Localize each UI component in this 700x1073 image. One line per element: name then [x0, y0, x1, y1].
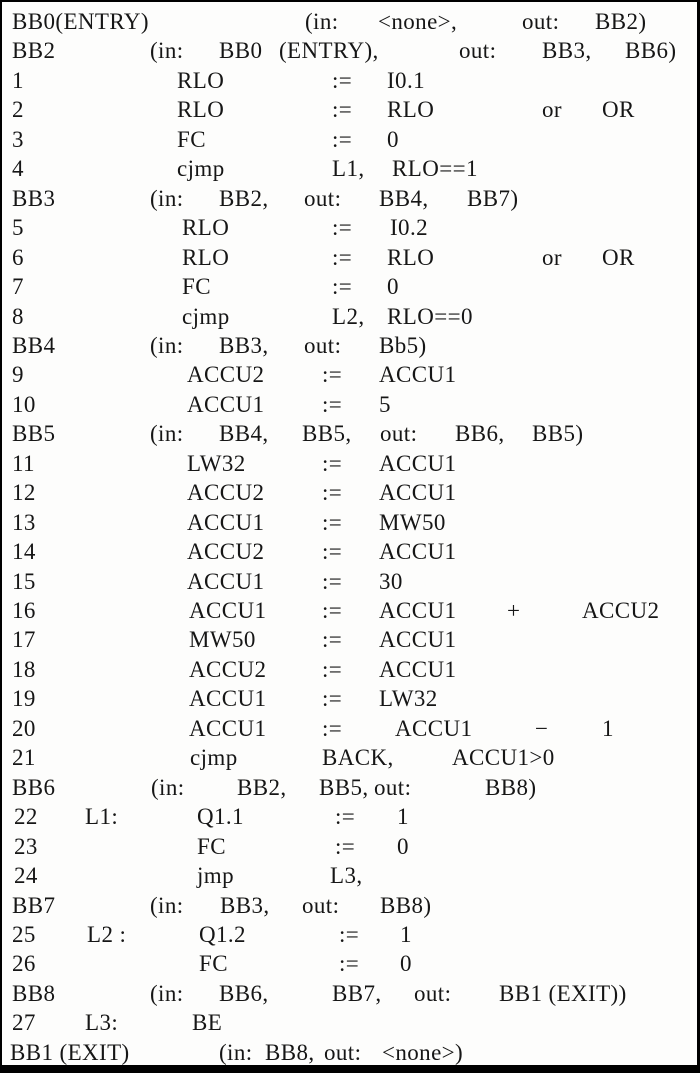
bb-header-line — [2, 332, 697, 362]
token: ACCU1 — [187, 568, 265, 594]
token: 10 — [12, 391, 36, 417]
token: := — [322, 627, 343, 653]
token: 0 — [387, 274, 399, 300]
token: BB5) — [532, 421, 584, 447]
token: BB0(ENTRY) — [12, 9, 149, 34]
token: := — [322, 509, 343, 535]
token: BB6, — [219, 980, 269, 1006]
token: ACCU1 — [379, 480, 457, 506]
token: := — [332, 97, 353, 123]
token: 1 — [400, 921, 412, 947]
instruction-line — [2, 391, 697, 421]
token: 25 — [12, 921, 36, 947]
token: 20 — [12, 715, 36, 741]
token: := — [332, 274, 353, 300]
instruction-line — [2, 833, 697, 863]
token: 8 — [12, 303, 24, 329]
token: BB3 — [12, 185, 56, 211]
bb-header-line — [2, 774, 697, 804]
token: BB7 — [12, 892, 56, 918]
token: := — [322, 598, 343, 623]
instruction-line — [2, 862, 697, 892]
token: 0 — [387, 126, 399, 152]
token: BB1 (EXIT) — [10, 1039, 130, 1065]
token: RLO — [387, 244, 435, 270]
token: cjmp — [182, 303, 230, 329]
token: ACCU1 — [379, 627, 457, 653]
token: 5 — [12, 215, 24, 241]
token: BB5, — [302, 421, 352, 447]
token: := — [322, 391, 343, 417]
token: 21 — [12, 745, 36, 771]
token: I0.2 — [390, 215, 429, 241]
token: BB7) — [467, 185, 519, 211]
token: FC — [197, 833, 226, 859]
token: MW50 — [189, 627, 256, 653]
token: BB5 — [12, 421, 56, 447]
token: 12 — [12, 480, 36, 506]
token: cjmp — [190, 745, 238, 771]
bb-header-line — [2, 8, 697, 38]
token: ACCU2 — [189, 656, 267, 682]
token: BB3, — [220, 892, 270, 918]
token: BB7, — [332, 980, 382, 1006]
token: ACCU2 — [187, 480, 265, 506]
instruction-line — [2, 96, 697, 126]
instruction-line — [2, 450, 697, 480]
token: 7 — [12, 274, 24, 300]
token: 24 — [14, 863, 38, 889]
token: BB4, — [379, 185, 429, 211]
instruction-line — [2, 715, 697, 745]
token: L1, — [332, 156, 365, 182]
instruction-line — [2, 244, 697, 274]
token: ACCU1 — [189, 715, 267, 741]
token: 26 — [12, 951, 36, 977]
token: BB3, — [542, 38, 592, 64]
token: out: — [304, 185, 342, 211]
token: RLO==0 — [387, 303, 473, 329]
token: + — [507, 598, 521, 623]
token: (in: — [219, 1039, 253, 1065]
bb-header-line — [2, 185, 697, 215]
token: LW32 — [187, 450, 246, 476]
token: 4 — [12, 156, 24, 182]
token: ACCU1 — [189, 598, 267, 623]
instruction-line — [2, 303, 697, 333]
token: BB3, — [219, 332, 269, 358]
token: ACCU2 — [187, 362, 265, 388]
token: FC — [177, 126, 206, 152]
token: 0 — [397, 833, 409, 859]
token: := — [332, 215, 353, 241]
token: := — [322, 568, 343, 594]
token: or — [542, 97, 562, 123]
token: := — [339, 921, 360, 947]
token: (in: — [150, 892, 184, 918]
token: RLO — [182, 215, 230, 241]
token: 5 — [379, 391, 391, 417]
token: L2 : — [87, 921, 127, 947]
token: := — [322, 480, 343, 506]
token: 16 — [12, 598, 36, 623]
token: ACCU1 — [189, 686, 267, 712]
token: out: — [522, 9, 560, 34]
token: 6 — [12, 244, 24, 270]
token: ACCU1 — [379, 362, 457, 388]
token: LW32 — [379, 686, 438, 712]
token: 23 — [14, 833, 38, 859]
token: BACK, — [322, 745, 394, 771]
token: BB4 — [12, 332, 56, 358]
token: ACCU1>0 — [452, 745, 555, 771]
token: 11 — [12, 450, 35, 476]
token: 1 — [12, 67, 24, 93]
token: (ENTRY), — [279, 38, 379, 64]
bb-header-line — [2, 980, 697, 1010]
token: ACCU1 — [379, 539, 457, 565]
token: ACCU1 — [187, 391, 265, 417]
token: BB8) — [485, 774, 537, 800]
token: (in: — [305, 9, 339, 34]
instruction-line — [2, 67, 697, 97]
instruction-line — [2, 273, 697, 303]
token: 22 — [14, 804, 38, 830]
token: ACCU1 — [379, 656, 457, 682]
token: <none>, — [378, 9, 458, 34]
token: 3 — [12, 126, 24, 152]
token: 18 — [12, 656, 36, 682]
token: := — [335, 833, 356, 859]
token: := — [322, 539, 343, 565]
instruction-line — [2, 214, 697, 244]
token: ACCU2 — [582, 598, 660, 623]
token: out: — [302, 892, 340, 918]
instruction-line — [2, 597, 697, 627]
token: jmp — [197, 863, 234, 889]
instruction-line — [2, 921, 697, 951]
token: 27 — [12, 1010, 36, 1036]
token: BB2, — [219, 185, 269, 211]
bb-header-line — [2, 37, 697, 67]
token: := — [322, 656, 343, 682]
token: 2 — [12, 97, 24, 123]
token: (in: — [150, 332, 184, 358]
token: I0.1 — [387, 67, 426, 93]
token: BB8 — [12, 980, 56, 1006]
token: BB4, — [219, 421, 269, 447]
token: BB6) — [625, 38, 677, 64]
token: 15 — [12, 568, 36, 594]
instruction-line — [2, 626, 697, 656]
token: := — [322, 686, 343, 712]
token: BB1 (EXIT)) — [499, 980, 627, 1006]
token: ACCU1 — [379, 450, 457, 476]
token: BB5, — [319, 774, 369, 800]
token: out: — [459, 38, 497, 64]
token: or — [542, 244, 562, 270]
token: BB6 — [12, 774, 56, 800]
token: 30 — [379, 568, 403, 594]
token: := — [335, 804, 356, 830]
token: BB2, — [237, 774, 287, 800]
token: ACCU1 — [379, 598, 457, 623]
token: := — [322, 362, 343, 388]
token: MW50 — [379, 509, 446, 535]
token: OR — [602, 97, 635, 123]
token: BB2) — [595, 9, 647, 34]
token: (in: — [150, 421, 184, 447]
token: 17 — [12, 627, 36, 653]
token: 19 — [12, 686, 36, 712]
token: (in: — [150, 185, 184, 211]
bb-header-line — [2, 420, 697, 450]
token: L1: — [85, 804, 119, 830]
token: (in: — [150, 38, 184, 64]
instruction-line — [2, 744, 697, 774]
token: 1 — [602, 715, 614, 741]
token: OR — [602, 244, 635, 270]
instruction-line — [2, 1009, 697, 1039]
token: := — [322, 715, 343, 741]
token: BB8) — [380, 892, 432, 918]
instruction-line — [2, 685, 697, 715]
token: := — [332, 67, 353, 93]
token: Q1.1 — [197, 804, 244, 830]
token: 0 — [400, 951, 412, 977]
token: BB6, — [455, 421, 505, 447]
instruction-line — [2, 538, 697, 568]
token: := — [322, 450, 343, 476]
token: − — [535, 715, 549, 741]
instruction-line — [2, 126, 697, 156]
instruction-line — [2, 479, 697, 509]
token: RLO — [177, 67, 225, 93]
token: out: — [374, 774, 412, 800]
token: ACCU2 — [187, 539, 265, 565]
token: := — [332, 126, 353, 152]
token: L3: — [85, 1010, 119, 1036]
bb-header-line — [2, 892, 697, 922]
token: 14 — [12, 539, 36, 565]
token: RLO — [177, 97, 225, 123]
token: BE — [192, 1010, 223, 1036]
token: ACCU1 — [187, 509, 265, 535]
token: L3, — [330, 863, 363, 889]
token: cjmp — [177, 156, 225, 182]
token: out: — [304, 332, 342, 358]
instruction-line — [2, 568, 697, 598]
token: RLO — [182, 244, 230, 270]
token: 1 — [397, 804, 409, 830]
instruction-line — [2, 509, 697, 539]
instruction-line — [2, 803, 697, 833]
token: (in: — [151, 774, 185, 800]
token: := — [332, 244, 353, 270]
token: Bb5) — [379, 332, 427, 358]
token: RLO — [387, 97, 435, 123]
token: Q1.2 — [199, 921, 246, 947]
instruction-line — [2, 155, 697, 185]
instruction-line — [2, 656, 697, 686]
token: L2, — [332, 303, 365, 329]
token: 9 — [12, 362, 24, 388]
token: FC — [182, 274, 211, 300]
token: out: — [380, 421, 418, 447]
bb-header-line — [2, 1039, 697, 1069]
token: FC — [199, 951, 228, 977]
token: out: — [324, 1039, 362, 1065]
token: <none>) — [382, 1039, 464, 1065]
token: out: — [414, 980, 452, 1006]
token: ACCU1 — [395, 715, 473, 741]
token: BB2 — [12, 38, 56, 64]
instruction-line — [2, 950, 697, 980]
token: BB8, — [265, 1039, 315, 1065]
token: (in: — [150, 980, 184, 1006]
token: 13 — [12, 509, 36, 535]
token: RLO==1 — [392, 156, 478, 182]
token: BB0 — [219, 38, 263, 64]
token: := — [339, 951, 360, 977]
instruction-line — [2, 361, 697, 391]
